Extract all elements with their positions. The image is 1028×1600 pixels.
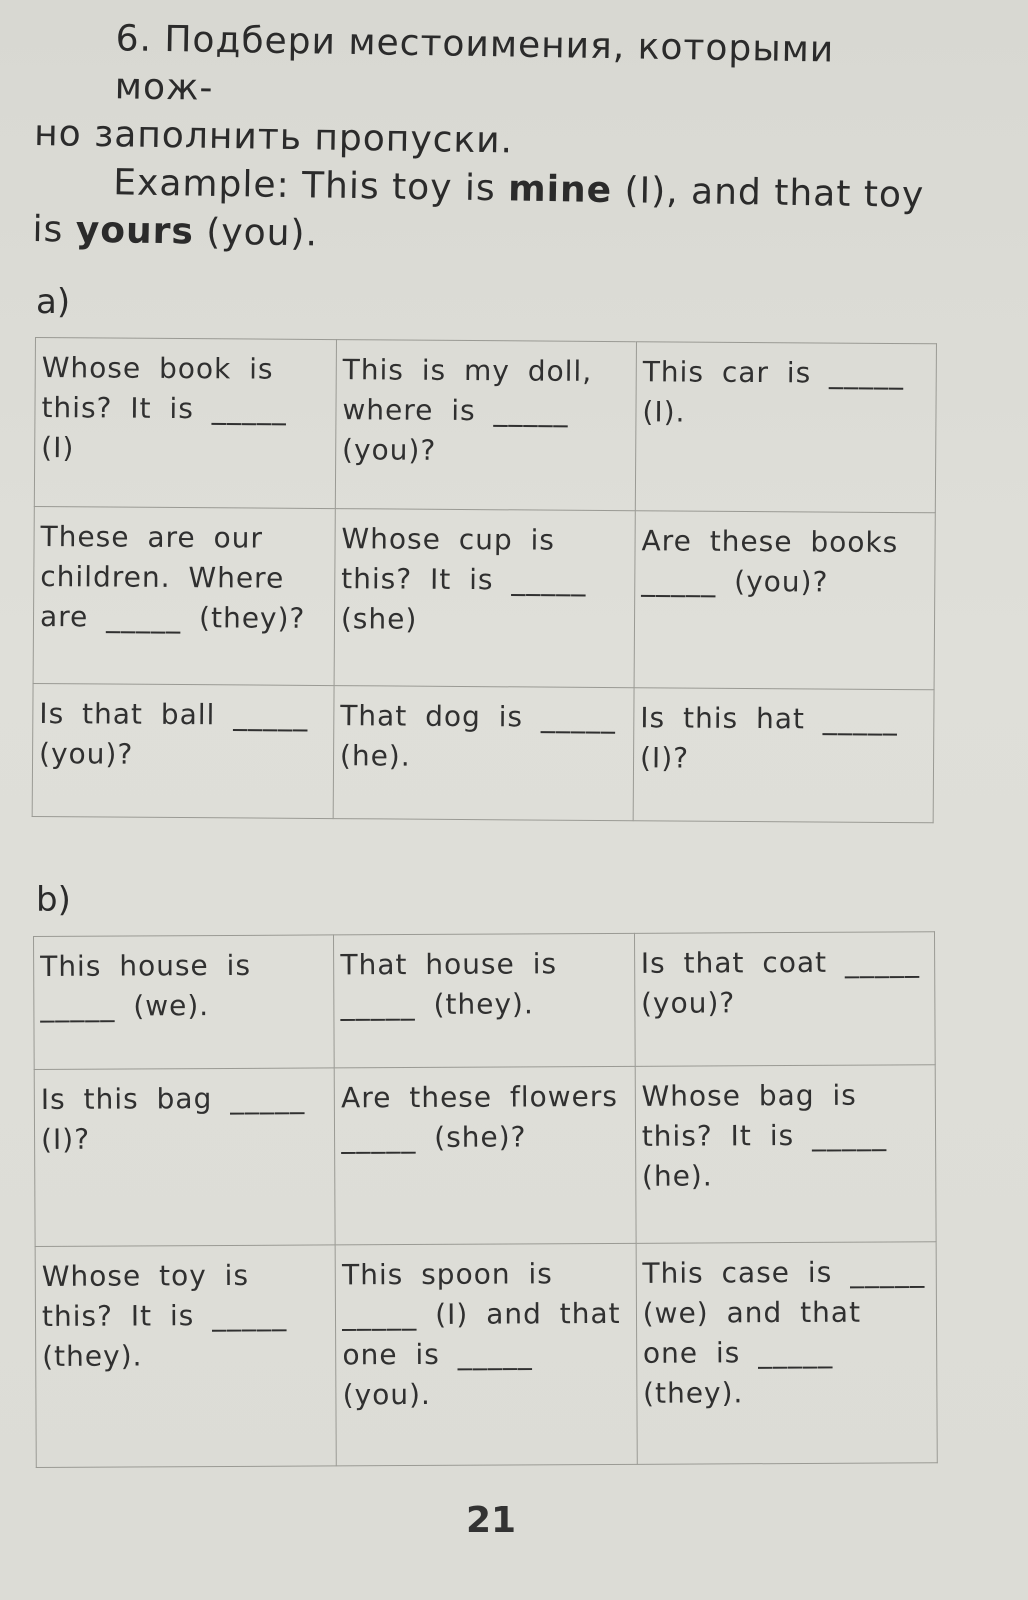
table-row <box>32 683 934 822</box>
exercise-cell: These are our children. Where are _____ (they)? <box>33 506 335 685</box>
exercise-cell: Whose cup is this? It is _____ (she) <box>334 509 635 688</box>
exercise-cell: This spoon is _____ (I) and that one is _____ (you). <box>335 1243 637 1466</box>
exercise-cell: This car is _____ (I). <box>635 342 936 513</box>
task-title-continued: но заполнить пропуски. <box>33 112 514 162</box>
example-text-end: (you). <box>205 211 319 255</box>
table-row <box>34 338 936 513</box>
exercise-cell: This case is _____ (we) and that one is _____ (they). <box>636 1242 937 1465</box>
exercise-cell: That house is _____ (they). <box>334 933 635 1068</box>
exercise-cell: Is that ball _____ (you)? <box>32 683 334 818</box>
exercise-cell: Is this hat _____ (I)? <box>633 688 934 823</box>
exercise-cell: That dog is _____ (he). <box>333 686 634 821</box>
example-text-mid: (I), and that toy <box>624 170 925 216</box>
example-answer-yours: yours <box>75 209 195 253</box>
exercise-cell: Whose toy is this? It is _____ (they). <box>35 1245 336 1468</box>
section-b-table <box>33 931 938 1468</box>
exercise-cell: This house is _____ (we). <box>34 935 335 1070</box>
example-text-is: is <box>32 208 64 251</box>
task-instructions <box>32 14 936 268</box>
exercise-cell: Whose bag is this? It is _____ (he). <box>635 1065 936 1244</box>
exercise-cell: Whose book is this? It is _____ (I) <box>34 338 336 509</box>
table-row <box>33 506 935 689</box>
section-a-label: a) <box>36 282 71 322</box>
exercise-cell: Is that coat _____ (you)? <box>634 932 935 1067</box>
table-row <box>35 1242 937 1468</box>
task-title: 6. Подбери местоимения, которыми мож- <box>114 18 835 109</box>
table-row <box>34 1065 936 1247</box>
table-row <box>34 932 936 1070</box>
exercise-cell: Is this bag _____ (I)? <box>34 1068 335 1247</box>
page-number: 21 <box>466 1500 517 1541</box>
exercise-cell: Are these books _____ (you)? <box>634 511 935 690</box>
exercise-cell: Are these flowers _____ (she)? <box>334 1066 635 1245</box>
example-text: Example: This toy is <box>113 162 497 210</box>
example-answer-mine: mine <box>507 168 613 212</box>
exercise-cell: This is my doll, where is _____ (you)? <box>335 340 636 511</box>
section-b-label: b) <box>36 880 71 920</box>
section-a-table <box>32 337 937 823</box>
